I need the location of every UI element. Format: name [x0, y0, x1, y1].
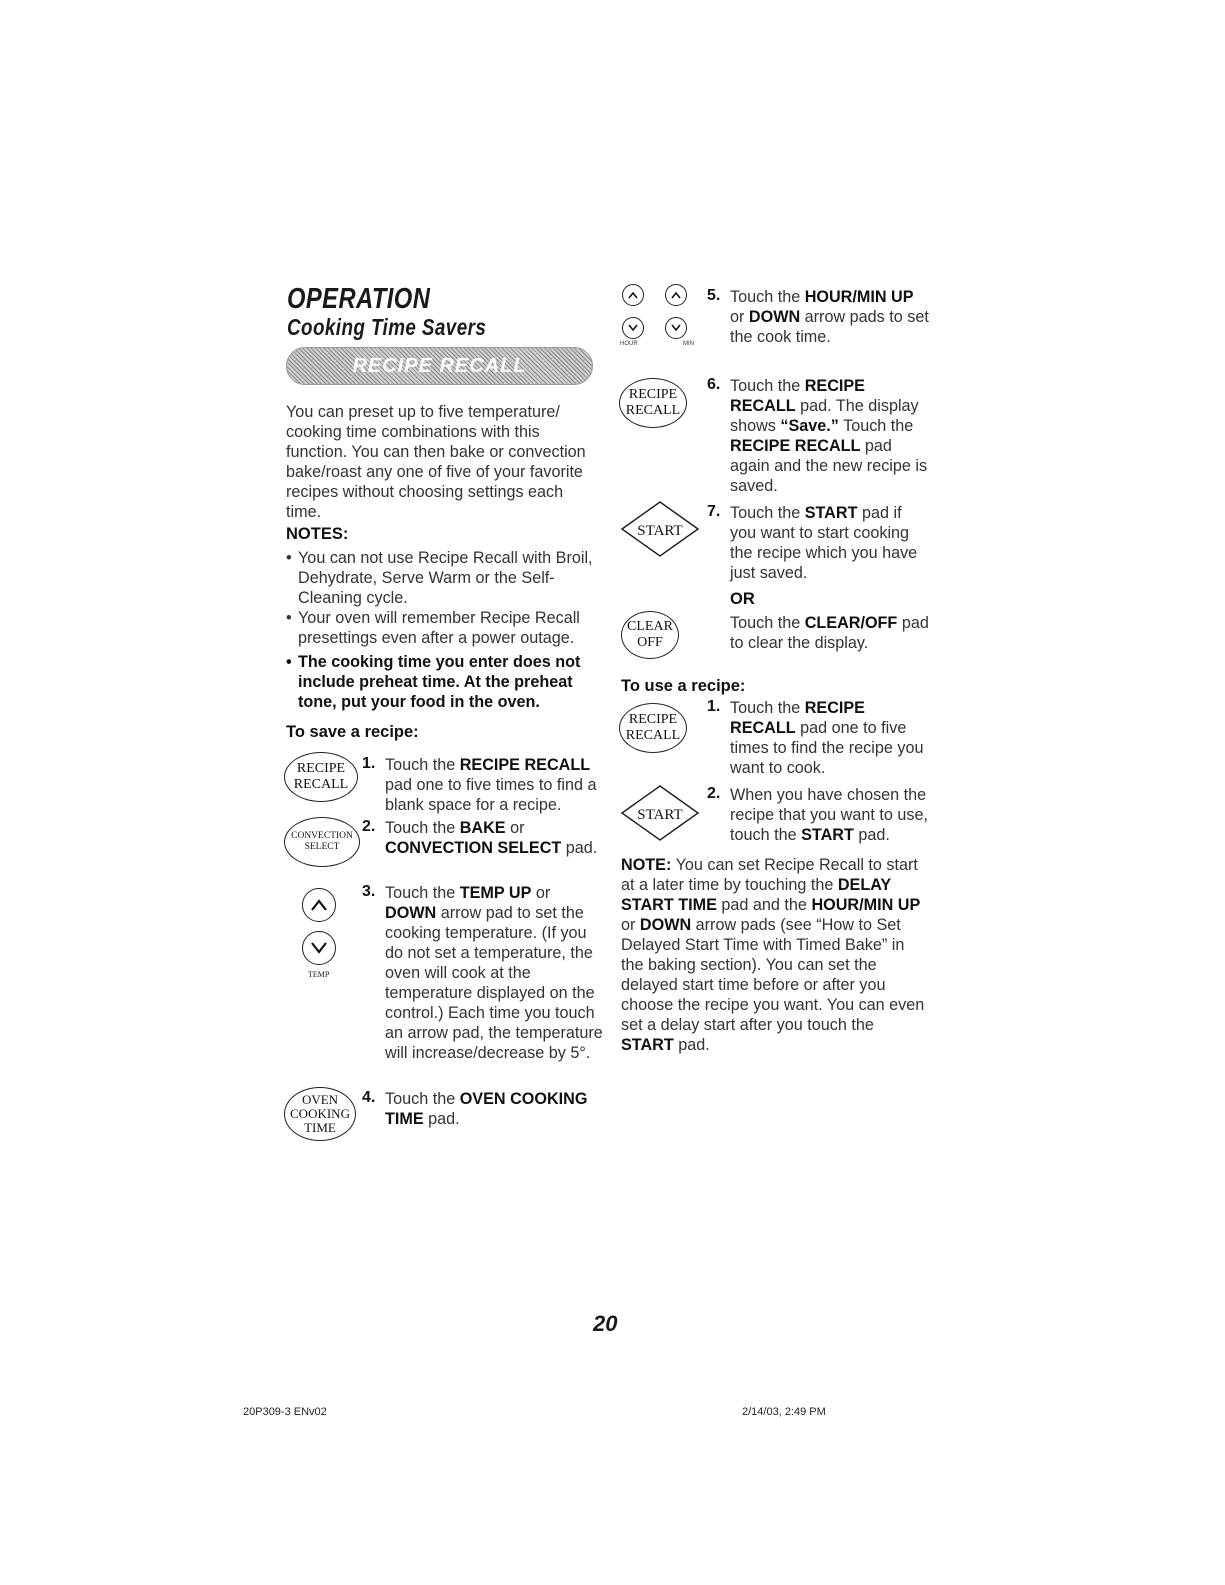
save-step-4-text: Touch the OVEN COOKING TIME pad. — [385, 1090, 588, 1128]
banner-label: RECIPE RECALL — [352, 355, 527, 377]
step-number: 1. — [707, 698, 721, 715]
start-pad-icon — [620, 500, 700, 558]
convection-select-pad-icon: CONVECTION SELECT — [284, 817, 360, 867]
step-number: 1. — [362, 755, 376, 772]
save-step-1-text: Touch the RECIPE RECALL pad one to five times to find a blank space for a recipe. — [385, 756, 597, 814]
hour-up-arrow-icon — [622, 284, 644, 306]
oven-cooking-time-pad-icon: OVEN COOKING TIME — [284, 1087, 356, 1141]
delay-note: NOTE: You can set Recipe Recall to start at a later time by touching the DELAY START TIME pad and the HOUR/MIN UP or DOWN arrow pads (see “How to Set Delayed Start Time with Timed Bake” in the baking section). You can set the delayed start time before or after you choose the recipe you want. You can even set a delay start after you touch the START pad. — [621, 856, 925, 1054]
save-step-7-text: Touch the START pad if you want to start cooking the recipe which you have just saved. — [730, 504, 918, 582]
min-label: MIN — [683, 341, 694, 347]
step-number: 7. — [707, 503, 721, 520]
start-pad-label: START — [637, 807, 683, 823]
subsection-title: Cooking Time Savers — [287, 314, 487, 340]
notes-list — [286, 548, 596, 712]
use-step-1-text: Touch the RECIPE RECALL pad one to five times to find the recipe you want to cook. — [730, 699, 924, 777]
min-up-arrow-icon — [665, 284, 687, 306]
intro-paragraph: You can preset up to five temperature/ cooking time combinations with this function. You can then bake or convection bake/roast any one of five of your favorite recipes without choosing settings each time. — [286, 403, 586, 521]
step-number: 3. — [362, 883, 376, 900]
footer-timestamp: 2/14/03, 2:49 PM — [742, 1406, 826, 1418]
temp-up-arrow-icon — [302, 888, 336, 922]
use-step-2-text: When you have chosen the recipe that you want to use, touch the START pad. — [730, 786, 928, 844]
recipe-recall-banner — [286, 347, 593, 385]
use-recipe-heading: To use a recipe: — [621, 677, 746, 695]
hour-down-arrow-icon — [622, 317, 644, 339]
step-number: 4. — [362, 1089, 376, 1106]
step-number: 6. — [707, 376, 721, 393]
note-item: • Your oven will remember Recipe Recall presettings even after a power outage. — [286, 608, 596, 648]
recipe-recall-pad-icon: RECIPE RECALL — [619, 378, 687, 428]
step-number: 2. — [362, 818, 376, 835]
step-number: 2. — [707, 785, 721, 802]
page-number: 20 — [593, 1311, 618, 1336]
clear-off-text: Touch the CLEAR/OFF pad to clear the display. — [730, 614, 929, 652]
min-down-arrow-icon — [665, 317, 687, 339]
save-recipe-heading: To save a recipe: — [286, 723, 419, 741]
save-step-6-text: Touch the RECIPE RECALL pad. The display shows “Save.” Touch the RECIPE RECALL pad again and the new recipe is saved. — [730, 377, 928, 495]
or-label: OR — [730, 590, 755, 608]
start-pad-icon — [620, 784, 700, 842]
recipe-recall-pad-icon: RECIPE RECALL — [284, 752, 358, 802]
temp-down-arrow-icon — [302, 931, 336, 965]
clear-off-pad-icon: CLEAR OFF — [621, 611, 679, 659]
note-item: • You can not use Recipe Recall with Broil, Dehydrate, Serve Warm or the Self-Cleaning cycle. — [286, 548, 596, 608]
footer-doc-id: 20P309-3 ENv02 — [243, 1406, 327, 1418]
temp-label: TEMP — [308, 970, 330, 979]
start-pad-label: START — [637, 523, 683, 539]
save-step-3-text: Touch the TEMP UP or DOWN arrow pad to set the cooking temperature. (If you do not set a temperature, the oven will cook at the temperature displayed on the control.) Each time you touch an arrow pad, the temperature will increase/decrease by 5°. — [385, 884, 603, 1062]
save-step-2-text: Touch the BAKE or CONVECTION SELECT pad. — [385, 819, 598, 857]
recipe-recall-pad-icon: RECIPE RECALL — [619, 703, 687, 753]
note-item-emphasis: • The cooking time you enter does not include preheat time. At the preheat tone, put your food in the oven. — [286, 652, 596, 712]
notes-heading: NOTES: — [286, 525, 349, 543]
step-number: 5. — [707, 287, 721, 304]
section-title: OPERATION — [287, 283, 431, 315]
hour-label: HOUR — [620, 341, 638, 347]
save-step-5-text: Touch the HOUR/MIN UP or DOWN arrow pads to set the cook time. — [730, 288, 929, 346]
